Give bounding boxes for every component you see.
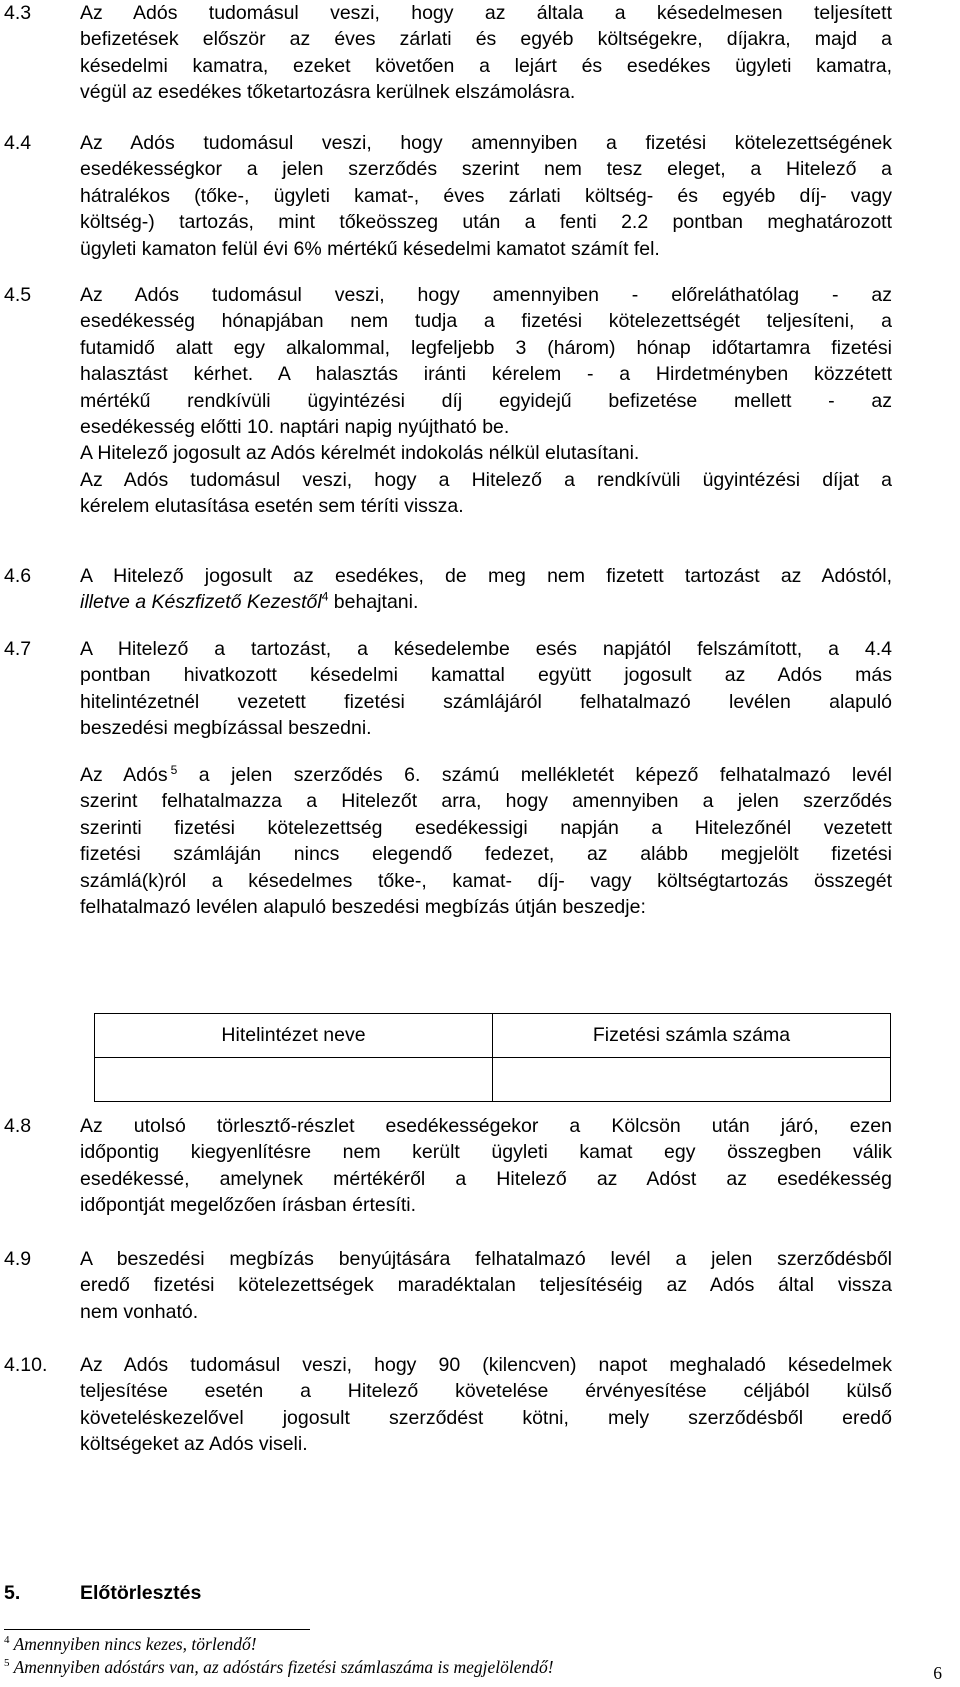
footnote-5 [4,1656,554,1678]
clause-number: 4.6 [4,565,32,587]
section-number: 5. [4,1582,21,1604]
bank-account-table [94,1013,891,1102]
footnote-divider [4,1629,310,1630]
text-span: Az Adós [80,764,168,786]
text-line: hátralékos (tőke-, ügyleti kamat-, éves zárlati költség- és egyéb díj- vagy [80,184,892,207]
clause-text [80,1246,892,1325]
text-line: időpontig kiegyenlítésre nem került ügyleti kamat egy összegben válik [80,1141,892,1164]
clause-number: 4.4 [4,132,32,154]
text-span: a jelen szerződés 6. számú mellékletét képező felhatalmazó levél [177,764,892,786]
footnote-4 [4,1633,257,1655]
text-line: kérelem elutasítása esetén sem téríti vissza. [80,495,464,518]
column-header-account-number: Fizetési számla száma [493,1014,891,1058]
text-line [80,589,892,615]
text-line: fizetési számláján nincs elegendő fedezet, az alább megjelölt fizetési [80,843,892,866]
clause-number: 4.3 [4,2,32,24]
text-line: Az Adós tudomásul veszi, hogy amennyiben - előreláthatólag - az [80,284,892,306]
text-line: Az Adós tudomásul veszi, hogy 90 (kilencven) napot meghaladó késedelmek [80,1354,892,1376]
text-line: halasztást kérhet. A halasztás iránti kérelem - a Hirdetményben közzétett [80,363,892,386]
text-line: mértékű rendkívüli ügyintézési díj egyidejű befizetése mellett - az [80,389,892,412]
text-line: szerint felhatalmazza a Hitelezőt arra, hogy amennyiben a jelen szerződés [80,790,892,813]
text-line: pontban hivatkozott késedelmi kamattal együtt jogosult az Adós más [80,664,892,687]
text-line: Az Adós tudomásul veszi, hogy amennyiben a fizetési kötelezettségének [80,132,892,154]
text-line: beszedési megbízással beszedni. [80,717,372,740]
text-line: számlá(k)ról a késedelmes tőke-, kamat- díj- vagy költségtartozás összegét [80,869,892,892]
text-line: követeléskezelővel jogosult szerződést kötni, mely szerződésből eredő [80,1406,892,1429]
text-line [80,762,892,788]
text-line: Az Adós tudomásul veszi, hogy a Hitelező a rendkívüli ügyintézési díjat a [80,468,892,491]
clause-text [80,563,892,616]
clause-text [80,130,892,262]
text-line: végül az esedékes tőketartozásra kerülnek elszámolásra. [80,81,576,104]
text-line: ügyleti kamaton felül évi 6% mértékű késedelmi kamatot számít fel. [80,237,660,260]
clause-number: 4.7 [4,638,32,660]
clause-text [80,636,892,742]
clause-number: 4.5 [4,284,32,306]
italic-text: illetve a Készfizető Kezestől [80,591,322,614]
text-span: behajtani. [328,591,419,614]
text-line: Az Adós tudomásul veszi, hogy az általa a késedelmesen teljesített [80,2,892,24]
bank-name-cell[interactable] [95,1058,493,1102]
clause-number: 4.10. [4,1354,48,1376]
text-line: teljesítése esetén a Hitelező követelése érvényesítése céljából külső [80,1380,892,1403]
text-line: A Hitelező jogosult az Adós kérelmét indokolás nélkül elutasítani. [80,442,640,465]
footnote-ref: 4 [321,589,329,604]
section-5-heading [4,1580,202,1606]
footnote-text: Amennyiben nincs kezes, törlendő! [13,1634,257,1654]
text-line: késedelmi kamatra, ezeket követően a lejárt és esedékes ügyleti kamatra, [80,54,892,77]
text-line: költség-) tartozás, mint tőkeösszeg után a fenti 2.2 pontban meghatározott [80,211,892,234]
text-line: hitelintézetnél vezetett fizetési számlájáról felhatalmazó levélen alapuló [80,690,892,713]
account-number-cell[interactable] [493,1058,891,1102]
text-line: felhatalmazó levélen alapuló beszedési megbízás útján beszedje: [80,896,646,919]
text-line: esedékesség hónapjában nem tudja a fizetési kötelezettségét teljesíteni, a [80,310,892,333]
table-header-row [95,1014,891,1058]
text-line: befizetések először az éves zárlati és egyéb költségekre, díjakra, majd a [80,28,892,51]
clause-text [80,762,892,920]
text-line: esedékességkor a jelen szerződés szerint nem tesz eleget, a Hitelező a [80,158,892,181]
text-line: A Hitelező a tartozást, a késedelembe esés napjától felszámított, a 4.4 [80,638,892,660]
text-line: esedékessé, amelynek mértékéről a Hitelező az Adóst az esedékesség [80,1167,892,1190]
text-line: Az utolsó törlesztő-részlet esedékességekor a Kölcsön után járó, ezen [80,1115,892,1137]
clause-number: 4.8 [4,1115,32,1137]
table-row [95,1058,891,1102]
footnote-mark: 5 [4,1657,10,1670]
page-number: 6 [933,1663,942,1683]
text-line: eredő fizetési kötelezettségek maradéktalan teljesítéséig az Adós által vissza [80,1274,892,1297]
clause-text [80,0,892,106]
section-title: Előtörlesztés [80,1582,202,1604]
text-line: költségeket az Adós viseli. [80,1433,308,1456]
text-line: szerinti fizetési kötelezettség esedékessigi napján a Hitelezőnél vezetett [80,816,892,839]
text-line: esedékesség előtti 10. naptári napig nyújtható be. [80,416,510,439]
clause-text [80,1113,892,1219]
footnote-text: Amennyiben adóstárs van, az adóstárs fizetési számlaszáma is megjelölendő! [13,1657,554,1677]
text-line: A beszedési megbízás benyújtására felhatalmazó levél a jelen szerződésből [80,1248,892,1270]
text-line: futamidő alatt egy alkalommal, legfeljebb 3 (három) hónap időtartamra fizetési [80,336,892,359]
clause-text [80,282,892,520]
clause-text [80,1352,892,1458]
text-line: A Hitelező jogosult az esedékes, de meg nem fizetett tartozást az Adóstól, [80,565,892,587]
text-line: nem vonható. [80,1300,199,1323]
text-line: időpontját megelőzően írásban értesíti. [80,1194,417,1217]
footnote-mark: 4 [4,1634,10,1647]
clause-number: 4.9 [4,1248,32,1270]
column-header-bank-name: Hitelintézet neve [95,1014,493,1058]
footnote-ref: 5 [170,762,178,777]
